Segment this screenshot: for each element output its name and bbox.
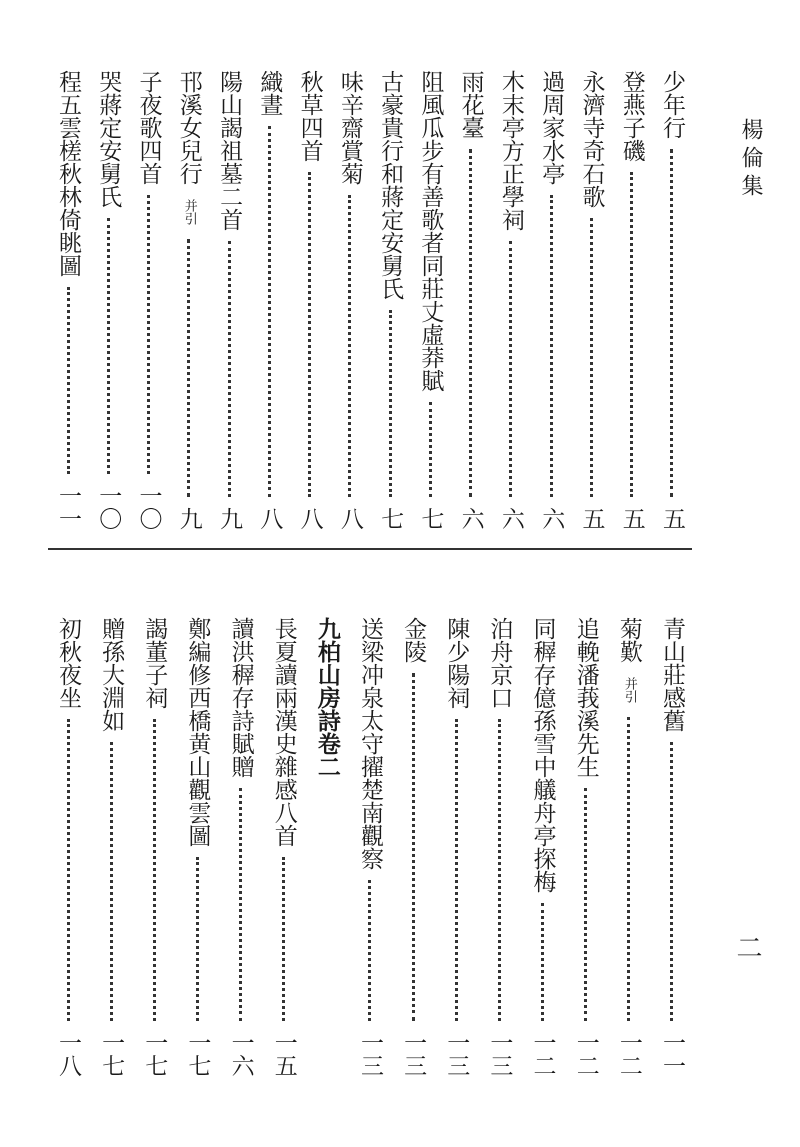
toc-entry — [223, 617, 259, 1077]
toc-entry-page: 六 — [457, 507, 484, 530]
toc-entry-page: 七 — [377, 507, 404, 530]
toc-entry-title: 贈孫大淵如 — [98, 617, 125, 732]
toc-entry-title: 邗溪女兒行 — [175, 70, 202, 185]
dot-leader — [153, 719, 156, 1021]
dot-leader — [187, 239, 190, 497]
toc-entry — [568, 617, 604, 1077]
toc-entry-page: 一二 — [615, 1031, 642, 1077]
dot-leader — [147, 195, 150, 474]
toc-entry-title: 阻風瓜步有善歌者同莊丈虛莽賦 — [417, 70, 444, 392]
dot-leader — [429, 402, 432, 497]
toc-entry-title: 同稺存億孫雪中艤舟亭探梅 — [529, 617, 556, 893]
toc-entry — [573, 70, 609, 530]
toc-entry-title: 送梁冲泉太守擢楚南觀察 — [356, 617, 383, 870]
toc-entry-title: 初秋夜坐 — [55, 617, 81, 709]
dot-leader — [228, 241, 231, 497]
toc-entry — [171, 70, 207, 530]
toc-heading-title: 九柏山房詩卷二 — [313, 617, 340, 778]
toc-entry-title: 長夏讀兩漢史雜感八首 — [270, 617, 297, 847]
toc-entry-title: 子夜歌四首 — [135, 70, 162, 185]
dot-leader — [498, 719, 501, 1021]
toc-entry-title: 金陵 — [400, 617, 427, 663]
toc-entry-page: 一〇 — [95, 484, 122, 530]
toc-entry — [332, 70, 368, 530]
toc-entry-page: 七 — [417, 507, 444, 530]
toc-entry-page: 八 — [296, 507, 323, 530]
toc-entry — [50, 70, 86, 530]
toc-entry — [131, 70, 167, 530]
toc-entry — [654, 617, 690, 1077]
toc-entry — [50, 617, 86, 1077]
toc-entry-page: 一二 — [529, 1031, 556, 1077]
toc-entry-page: 一三 — [356, 1031, 383, 1077]
toc-entry — [493, 70, 529, 530]
toc-entry — [211, 70, 247, 530]
toc-entry-page: 八 — [256, 507, 283, 530]
toc-entry-title: 讀洪稺存詩賦贈 — [227, 617, 254, 778]
toc-entry-page: 六 — [497, 507, 524, 530]
toc-entry-page: 一七 — [98, 1031, 125, 1077]
toc-entry-page: 一八 — [55, 1031, 81, 1077]
toc-entry-title: 登燕子磯 — [618, 70, 645, 162]
dot-leader — [107, 218, 110, 474]
toc-entry — [395, 617, 431, 1077]
running-header: 楊倫集 — [738, 118, 763, 202]
toc-entry-page: 一一 — [658, 1031, 685, 1077]
toc-entry-title: 哭蔣定安舅氏 — [95, 70, 122, 208]
toc-entry-page: 一三 — [400, 1031, 427, 1077]
toc-entry — [179, 617, 215, 1077]
toc-entry-title: 追輓潘莪溪先生 — [572, 617, 599, 778]
toc-entry-page: 一三 — [486, 1031, 513, 1077]
toc-entry-page: 九 — [175, 507, 202, 530]
toc-entry-title: 鄭編修西橋黄山觀雲圖 — [184, 617, 211, 847]
toc-entry-page: 一二 — [572, 1031, 599, 1077]
dot-leader — [196, 857, 199, 1021]
toc-section-bottom — [50, 617, 690, 1077]
toc-entry — [614, 70, 650, 530]
toc-entry-page: 一〇 — [135, 484, 162, 530]
toc-entry-page: 五 — [578, 507, 605, 530]
dot-leader — [67, 719, 70, 1021]
toc-entry-page: 八 — [336, 507, 363, 530]
toc-entry-title: 陽山謁祖墓二首 — [216, 70, 243, 231]
toc-entry-title: 陳少陽祠 — [443, 617, 470, 709]
toc-section-top — [50, 70, 690, 530]
toc-entry-title: 木末亭方正學祠 — [497, 70, 524, 231]
dot-leader — [268, 126, 271, 497]
dot-leader — [455, 719, 458, 1021]
dot-leader — [469, 149, 472, 497]
toc-entry-page: 一五 — [270, 1031, 297, 1077]
dot-leader — [541, 903, 544, 1021]
toc-entry — [266, 617, 302, 1077]
dot-leader — [348, 195, 351, 497]
toc-entry-page: 六 — [538, 507, 565, 530]
toc-entry — [251, 70, 287, 530]
toc-entry — [93, 617, 129, 1077]
dot-leader — [590, 218, 593, 497]
toc-entry — [90, 70, 126, 530]
toc-entry-title: 泊舟京口 — [486, 617, 513, 709]
dot-leader — [389, 310, 392, 497]
toc-entry — [654, 70, 690, 530]
toc-entry-page: 一三 — [443, 1031, 470, 1077]
toc-entry-title: 永濟寺奇石歌 — [578, 70, 605, 208]
toc-entry — [412, 70, 448, 530]
toc-entry-title: 雨花臺 — [457, 70, 484, 139]
toc-entry — [292, 70, 328, 530]
toc-entry — [372, 70, 408, 530]
toc-entry-title: 謁董子祠 — [141, 617, 168, 709]
toc-entry-page: 一六 — [227, 1031, 254, 1077]
dot-leader — [670, 742, 673, 1021]
dot-leader — [584, 788, 587, 1021]
toc-entry-page: 一一 — [55, 484, 81, 530]
dot-leader — [67, 287, 70, 474]
dot-leader — [308, 172, 311, 497]
toc-entry-page: 一七 — [141, 1031, 168, 1077]
toc-entry-title: 味辛齋賞菊 — [336, 70, 363, 185]
section-divider — [48, 548, 692, 550]
dot-leader — [627, 717, 630, 1021]
toc-heading — [309, 617, 345, 1077]
toc-entry — [525, 617, 561, 1077]
dot-leader — [412, 673, 415, 1021]
toc-entry-title: 青山莊感舊 — [658, 617, 685, 732]
toc-entry — [481, 617, 517, 1077]
toc-entry-title: 少年行 — [658, 70, 685, 139]
toc-entry-note: 并引 — [181, 199, 197, 225]
toc-entry-title: 過周家水亭 — [538, 70, 565, 185]
toc-entry-title: 程五雲槎秋林倚眺圖 — [55, 70, 81, 277]
dot-leader — [630, 172, 633, 497]
toc-entry-note: 并引 — [621, 677, 637, 703]
dot-leader — [282, 857, 285, 1021]
toc-entry — [438, 617, 474, 1077]
dot-leader — [239, 788, 242, 1021]
toc-entry-page: 一七 — [184, 1031, 211, 1077]
dot-leader — [368, 880, 371, 1021]
toc-entry — [611, 617, 647, 1077]
page-number: 二 — [732, 934, 762, 960]
dot-leader — [509, 241, 512, 497]
toc-entry — [453, 70, 489, 530]
dot-leader — [110, 742, 113, 1021]
toc-entry-title: 織晝 — [256, 70, 283, 116]
toc-entry — [352, 617, 388, 1077]
toc-entry-page: 九 — [216, 507, 243, 530]
toc-entry — [136, 617, 172, 1077]
dot-leader — [550, 195, 553, 497]
dot-leader — [670, 149, 673, 497]
toc-entry-title: 秋草四首 — [296, 70, 323, 162]
toc-entry-title: 古豪貴行和蔣定安舅氏 — [377, 70, 404, 300]
toc-entry-page: 五 — [618, 507, 645, 530]
toc-entry — [533, 70, 569, 530]
toc-entry-page: 五 — [658, 507, 685, 530]
toc-entry-title: 菊歎 — [615, 617, 642, 663]
